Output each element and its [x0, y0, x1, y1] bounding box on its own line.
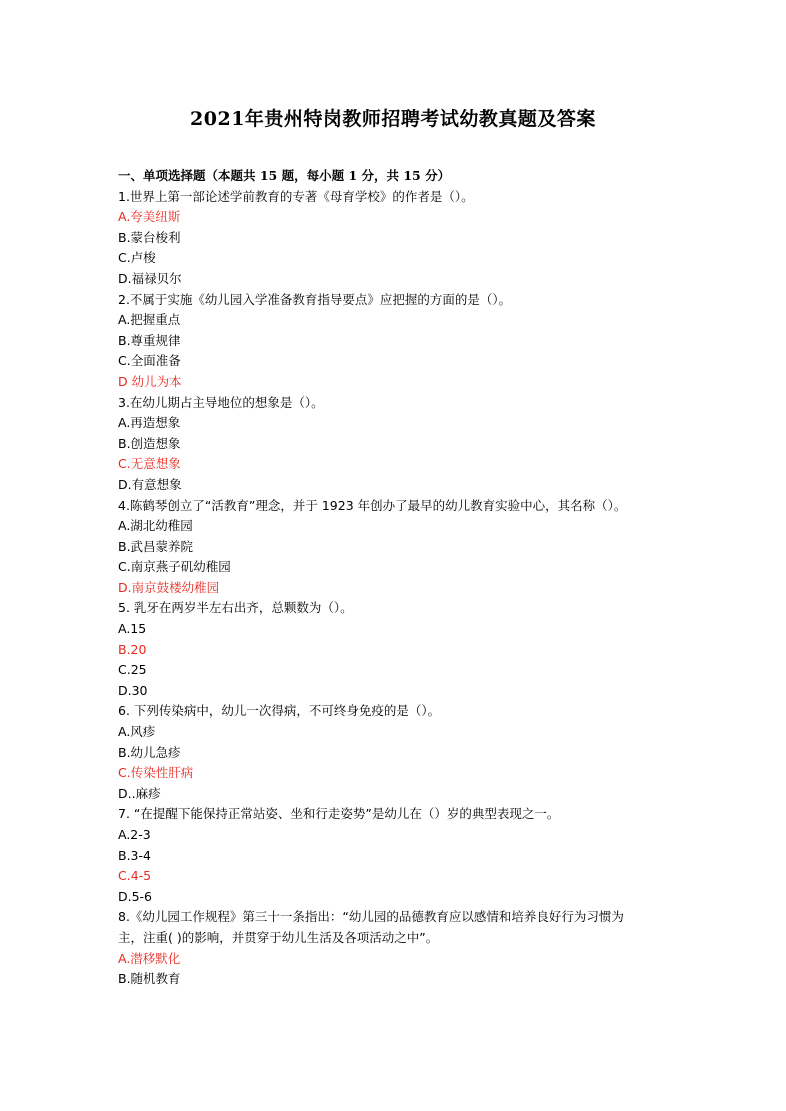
question-5	[118, 598, 638, 701]
option-d: D.30	[118, 682, 148, 698]
option-c: C.25	[118, 662, 147, 678]
option-a: A.风疹	[118, 724, 156, 740]
option-b: B.武昌蒙养院	[118, 538, 194, 554]
question-6	[118, 701, 638, 804]
question-stem: 7. “在提醒下能保持正常站姿、坐和行走姿势”是幼儿在（）岁的典型表现之一。	[118, 806, 560, 822]
option-a: A.15	[118, 621, 147, 637]
option-a: A.湖北幼稚园	[118, 518, 193, 534]
question-8	[118, 907, 638, 989]
question-stem: 4.陈鹤琴创立了“活教育”理念，并于 1923 年创办了最早的幼儿教育实验中心，其名称（）。	[118, 497, 627, 513]
option-b: B.蒙台梭利	[118, 229, 181, 245]
option-d: D.福禄贝尔	[118, 270, 182, 286]
document-title: 2021年贵州特岗教师招聘考试幼教真题及答案	[190, 108, 596, 130]
option-a-answer: A.夸美纽斯	[118, 209, 181, 225]
question-3	[118, 393, 638, 496]
question-stem: 1.世界上第一部论述学前教育的专著《母育学校》的作者是（）。	[118, 188, 474, 204]
option-a-answer: A.潜移默化	[118, 950, 181, 966]
option-d: D..麻疹	[118, 785, 161, 801]
section-heading: 一、单项选择题（本题共 15 题，每小题 1 分，共 15 分）	[118, 168, 451, 183]
question-stem: 6. 下列传染病中，幼儿一次得病，不可终身免疫的是（）。	[118, 703, 441, 719]
option-d-answer: D 幼儿为本	[118, 373, 182, 389]
option-c-answer: C.4-5	[118, 868, 152, 884]
question-1	[118, 187, 638, 290]
document-body	[118, 166, 638, 990]
option-d: D.有意想象	[118, 476, 182, 492]
question-4	[118, 496, 638, 599]
question-2	[118, 290, 638, 393]
option-b: B.尊重规律	[118, 332, 181, 348]
option-a: A.再造想象	[118, 415, 181, 431]
option-b: B.随机教育	[118, 971, 181, 987]
option-c-answer: C.无意想象	[118, 456, 181, 472]
question-stem: 5. 乳牙在两岁半左右出齐，总颗数为（）。	[118, 600, 353, 616]
option-d: D.5-6	[118, 888, 153, 904]
option-b: B.幼儿急疹	[118, 744, 181, 760]
option-b: B.3-4	[118, 847, 151, 863]
question-stem: 2.不属于实施《幼儿园入学准备教育指导要点》应把握的方面的是（）。	[118, 291, 512, 307]
option-c: C.卢梭	[118, 250, 156, 266]
question-stem: 8.《幼儿园工作规程》第三十一条指出：“幼儿园的品德教育应以感情和培养良好行为习惯为主，注重( )的影响，并贯穿于幼儿生活及各项活动之中”。	[118, 909, 624, 945]
option-d-answer: D.南京鼓楼幼稚园	[118, 579, 220, 595]
option-c: C.全面准备	[118, 353, 181, 369]
option-a: A.2-3	[118, 827, 151, 842]
option-b-answer: B.20	[118, 641, 147, 657]
option-c-answer: C.传染性肝病	[118, 765, 194, 781]
option-b: B.创造想象	[118, 435, 181, 451]
option-a: A.把握重点	[118, 312, 181, 328]
question-stem: 3.在幼儿期占主导地位的想象是（）。	[118, 394, 324, 410]
option-c: C.南京燕子矶幼稚园	[118, 559, 231, 575]
question-7	[118, 804, 638, 907]
